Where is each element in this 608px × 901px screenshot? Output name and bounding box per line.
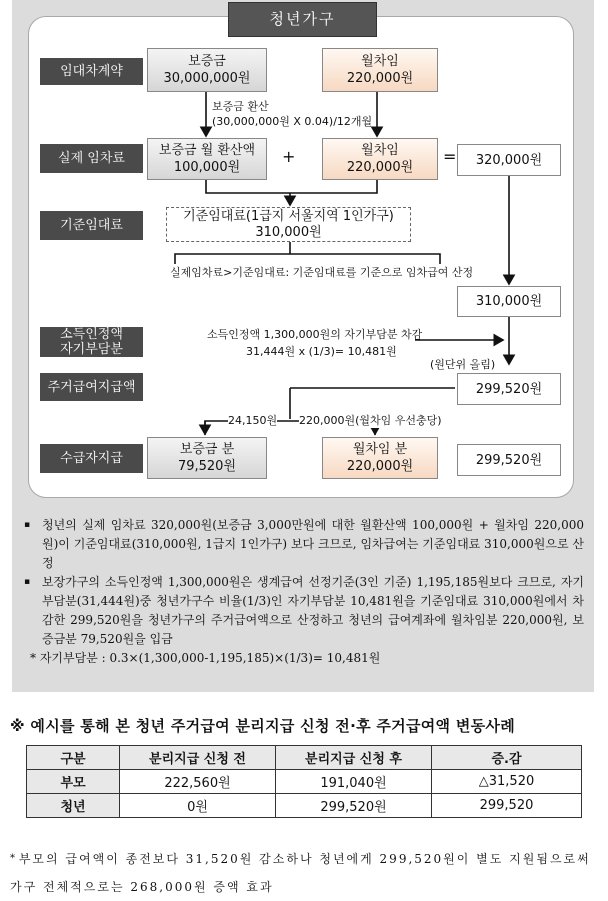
explanation-item	[24, 573, 584, 649]
explanation-text: 청년의 실제 임차료 320,000원(보증금 3,000만원에 대한 월환산액 100,000원 + 월차임 220,000원)이 기준임대료(310,000원, 1급지 1인가구) 보다 크므로, 임차급여는 기준임대료 310,000원으로 산정	[42, 518, 584, 570]
table-cell: 222,560원	[120, 770, 276, 794]
row-header-cell: 청년	[27, 794, 120, 818]
footnote-text: 부모의 급여액이 종전보다 31,520원 감소하나 청년에게 299,520원이 별도 지원됨으로써 가구 전체적으로는 268,000원 증액 효과	[10, 852, 591, 894]
split-right-note: 220,000원(월차임 우선충당)	[299, 414, 442, 427]
equals-sign: =	[443, 147, 457, 166]
header-cell: 분리지급 신청 후	[276, 746, 432, 770]
plus-sign: +	[282, 147, 296, 166]
payment-total-box: 299,520원	[457, 444, 561, 476]
explanation-item	[24, 516, 584, 573]
table-cell: 0원	[120, 794, 276, 818]
payment-deposit-box	[147, 437, 267, 479]
converted-value: 100,000원	[173, 160, 241, 175]
standard-rent-value: 310,000원	[255, 224, 322, 240]
row-label-recipient-payment: 수급자지급	[40, 444, 143, 473]
table-row	[27, 770, 582, 794]
standard-rent-label: 기준임대료(1급지 서울지역 1인가구)	[183, 208, 394, 224]
income-note-1: 소득인정액 1,300,000원의 자기부담분 차감	[207, 328, 423, 341]
header-cell: 구분	[27, 746, 120, 770]
row-label-actual-rent: 실제 임차료	[40, 144, 143, 173]
split-left-note: 24,150원	[228, 414, 278, 427]
income-note-2: 31,444원 x (1/3)= 10,481원	[246, 345, 397, 358]
actual-rent-box	[322, 138, 438, 180]
comparison-title: ※ 예시를 통해 본 청년 주거급여 분리지급 신청 전·후 주거급여액 변동사례	[10, 717, 516, 735]
row-label-benefit-amount: 주거급여지급액	[40, 373, 143, 401]
actual-rent-value: 220,000원	[346, 160, 414, 175]
bullet-symbol: ▪	[24, 520, 31, 530]
lease-deposit-box	[147, 48, 267, 92]
payment-deposit-value: 79,520원	[177, 459, 237, 474]
table-cell: 191,040원	[276, 770, 432, 794]
formula-note: * 자기부담분 : 0.3×(1,300,000-1,195,185)×(1/3)= 10,481원	[30, 651, 381, 665]
table-cell: 299,520원	[276, 794, 432, 818]
standard-rent-result: 310,000원	[457, 286, 561, 317]
comparison-table	[26, 745, 582, 818]
payment-rent-value: 220,000원	[346, 459, 414, 474]
rounding-note: (원단위 올림)	[430, 358, 496, 371]
conversion-note-2: (30,000,000원 X 0.04)/12개월	[212, 115, 373, 128]
footnote	[10, 845, 605, 901]
lease-rent-value: 220,000원	[346, 71, 414, 86]
payment-rent-box	[322, 437, 438, 479]
row-label-standard-rent: 기준임대료	[40, 211, 143, 240]
table-cell: 299,520	[432, 794, 582, 818]
diagram-title: 청년가구	[228, 2, 377, 37]
footnote-mark: *	[10, 853, 15, 864]
header-cell: 증.감	[432, 746, 582, 770]
actual-rent-label: 월차임	[361, 143, 399, 158]
lease-deposit-value: 30,000,000원	[163, 71, 251, 86]
converted-label: 보증금 월 환산액	[158, 143, 256, 158]
lease-rent-label: 월차임	[361, 54, 399, 69]
row-label-income-deduction: 소득인정액 자기부담분	[40, 327, 143, 357]
standard-rent-box	[166, 207, 411, 242]
actual-rent-total: 320,000원	[457, 144, 561, 176]
payment-rent-label: 월차임 분	[352, 442, 408, 457]
table-cell: △31,520	[432, 770, 582, 794]
standard-rent-note: 실제임차료>기준임대료: 기준임대료를 기준으로 임차급여 산정	[170, 266, 474, 279]
row-label-lease: 임대차계약	[40, 58, 143, 85]
bullet-symbol: ▪	[24, 577, 31, 587]
table-row	[27, 794, 582, 818]
explanation-list	[24, 516, 584, 668]
lease-deposit-label: 보증금	[188, 54, 226, 69]
row-header-cell: 부모	[27, 770, 120, 794]
lease-rent-box	[322, 48, 438, 92]
benefit-amount-box: 299,520원	[457, 373, 561, 405]
payment-deposit-label: 보증금 분	[179, 442, 235, 457]
table-header-row	[27, 746, 582, 770]
header-cell: 분리지급 신청 전	[120, 746, 276, 770]
explanation-text: 보장가구의 소득인정액 1,300,000원은 생계급여 선정기준(3인 기준) 1,195,185원보다 크므로, 자기부담분(31,444원)중 청년가구수 비율(1/3)인 자기부담분 10,481원을 기준임대료 310,000원에서 차감한 299,520원을 청년가구의 주거급여액으로 산정하고 청년의 급여계좌에 월차임분 220,000원, 보증금분 79,520원을 입금	[42, 575, 584, 646]
converted-deposit-box	[147, 138, 267, 180]
conversion-note-1: 보증금 환산	[212, 100, 269, 113]
